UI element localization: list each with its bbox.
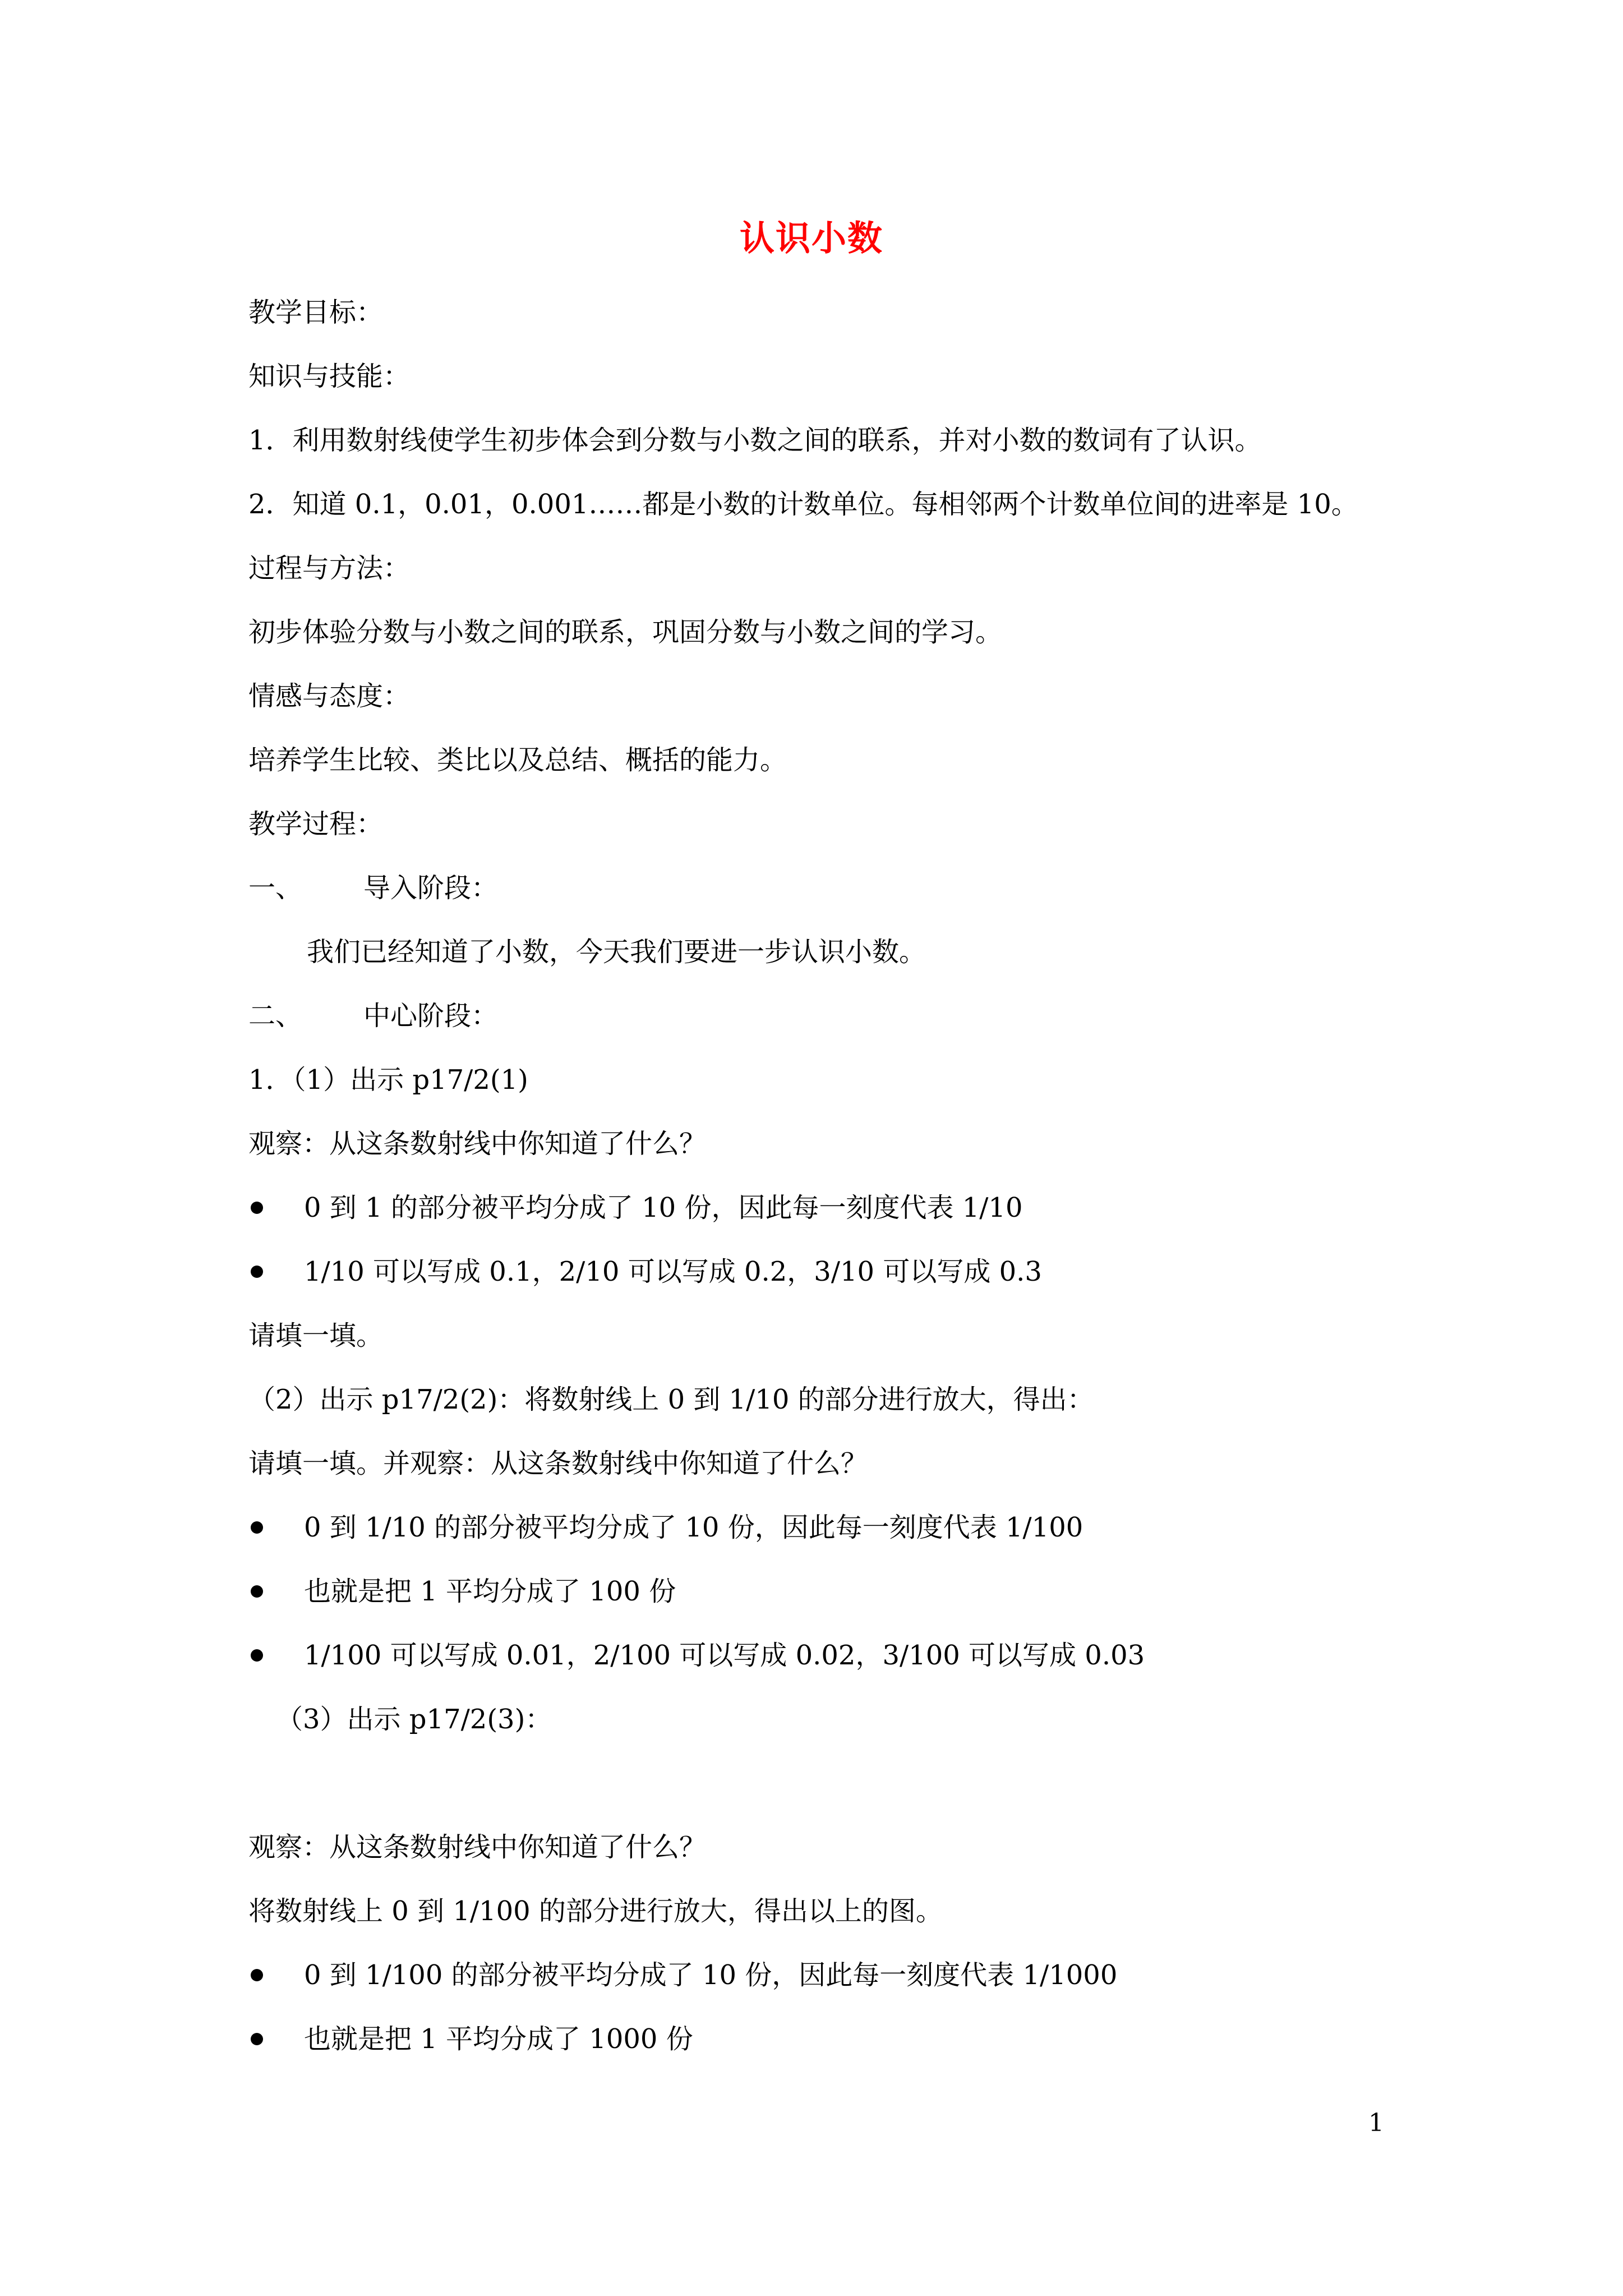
emotion-label: 情感与态度： [248,680,411,712]
list-item: 也就是把 1 平均分成了 100 份 [304,1576,676,1607]
list-item: 0 到 1/10 的部分被平均分成了 10 份，因此每一刻度代表 1/100 [304,1512,1083,1543]
bullet-icon [251,1521,263,1534]
list-item: 0 到 1 的部分被平均分成了 10 份，因此每一刻度代表 1/10 [304,1192,1023,1223]
process-method-label: 过程与方法： [248,553,411,584]
stage-1-text: 我们已经知道了小数，今天我们要进一步认识小数。 [307,936,926,968]
list-item: 1/100 可以写成 0.01，2/100 可以写成 0.02，3/100 可以写成 0.03 [304,1640,1145,1671]
stage-2-label: 中心阶段： [363,1000,499,1032]
stage-1-label: 导入阶段： [363,872,499,904]
item-2-header: （2）出示 p17/2(2)：将数射线上 0 到 1/10 的部分进行放大，得出： [248,1384,1094,1415]
stage-1-number: 一、 [248,872,303,904]
item-1-header: 1．（1）出示 p17/2(1) [248,1064,528,1096]
goal-2-text: 2．知道 0.1，0.01，0.001……都是小数的计数单位。每相邻两个计数单位间的进率是 10。 [248,489,1358,520]
fill-in-instruction-1: 请填一填。 [248,1320,384,1351]
emotion-text: 培养学生比较、类比以及总结、概括的能力。 [248,744,787,776]
bullet-icon [251,1649,263,1662]
goal-1-text: 1．利用数射线使学生初步体会到分数与小数之间的联系，并对小数的数词有了认识。 [248,425,1262,456]
bullet-icon [251,1969,263,1981]
stage-2-number: 二、 [248,1000,303,1032]
process-method-text: 初步体验分数与小数之间的联系，巩固分数与小数之间的学习。 [248,616,1003,648]
item-3-header: （3）出示 p17/2(3)： [276,1704,552,1735]
bullet-icon [251,1202,263,1214]
page-title: 认识小数 [739,218,883,259]
list-item: 0 到 1/100 的部分被平均分成了 10 份，因此每一刻度代表 1/1000 [304,1959,1118,1991]
knowledge-skills-label: 知识与技能： [248,361,411,392]
fill-observe-instruction-2: 请填一填。并观察：从这条数射线中你知道了什么？ [248,1448,868,1479]
bullet-icon [251,2033,263,2045]
observe-question-3: 观察：从这条数射线中你知道了什么？ [248,1832,707,1863]
list-item: 1/10 可以写成 0.1，2/10 可以写成 0.2，3/10 可以写成 0.3 [304,1256,1042,1287]
teaching-process-label: 教学过程： [248,808,384,840]
bullet-icon [251,1585,263,1598]
zoom-description-3: 将数射线上 0 到 1/100 的部分进行放大，得出以上的图。 [248,1895,943,1927]
page-number: 1 [1368,2109,1384,2137]
teaching-goals-label: 教学目标： [248,297,384,328]
bullet-icon [251,1266,263,1278]
observe-question-1: 观察：从这条数射线中你知道了什么？ [248,1128,707,1159]
list-item: 也就是把 1 平均分成了 1000 份 [304,2023,693,2055]
